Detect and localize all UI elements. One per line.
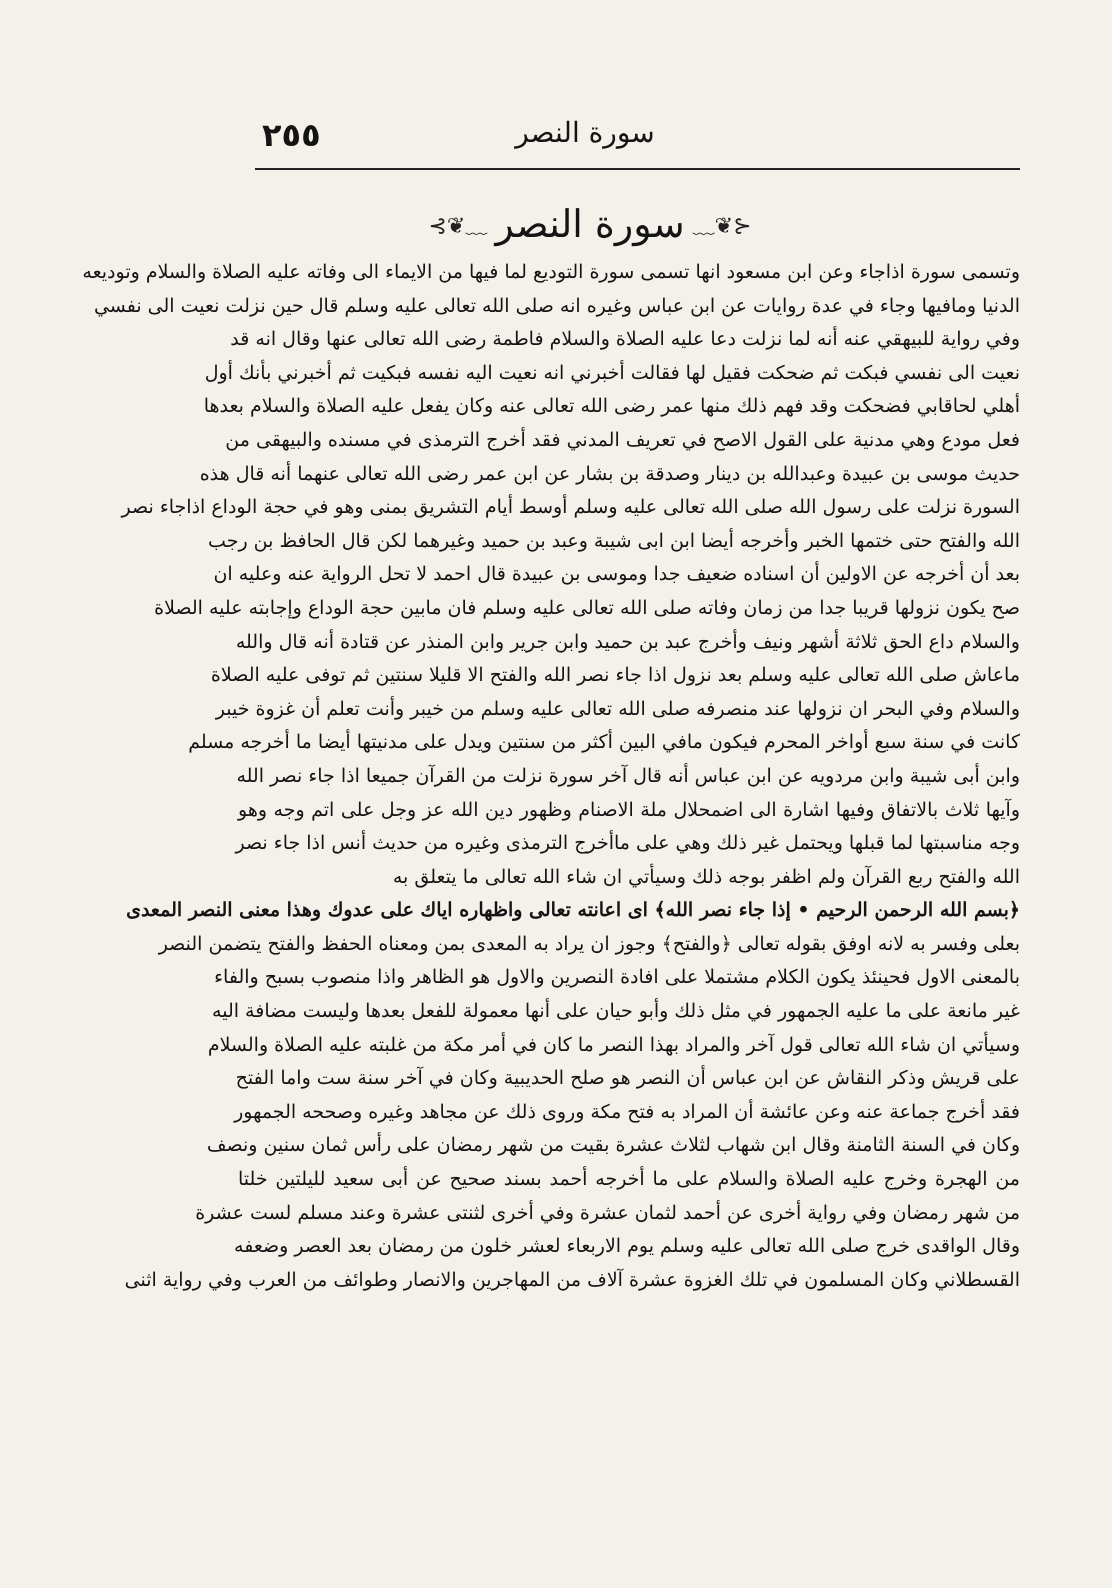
text-line: وفي رواية للبيهقي عنه أنه لما نزلت دعا عليه الصلاة والسلام فاطمة رضى الله تعالى عنها وقال انه قد bbox=[230, 328, 1020, 351]
text-line: بعد أن أخرجه عن الاولين أن اسناده ضعيف جدا وموسى بن عبيدة قال احمد لا تحل الرواية عنه وعليه ان bbox=[213, 563, 1020, 586]
text-line: القسطلاني وكان المسلمون في تلك الغزوة عشرة آلاف من المهاجرين والانصار وطوائف من العرب وفي رواية اثنى bbox=[124, 1268, 1020, 1291]
text-line: كانت في سنة سبع أواخر المحرم فيكون مافي البين أكثر من سنتين ويدل على مدنيتها أيضا ما أخرجه مسلم bbox=[188, 731, 1020, 754]
text-line: غير مانعة على ما عليه الجمهور في مثل ذلك وأبو حيان على أنها معمولة للفعل بعدها وليست مضافة اليه bbox=[212, 1000, 1020, 1023]
text-line: ماعاش صلى الله تعالى عليه وسلم بعد نزول اذا جاء نصر الله والفتح الا قليلا سنتين ثم توفى عليه الصلاة bbox=[210, 664, 1020, 687]
text-line: من شهر رمضان وفي رواية أخرى عن أحمد لثمان عشرة وفي أخرى لثنتى عشرة وعند مسلم لست عشرة bbox=[195, 1201, 1020, 1224]
body-text bbox=[82, 256, 1020, 1297]
text-line: من الهجرة وخرج عليه الصلاة والسلام على ما أخرجه أحمد بسند صحيح عن أبى سعيد لليلتين خلتا bbox=[238, 1168, 1020, 1191]
page-number: ٢٥٥ bbox=[262, 116, 321, 154]
text-line: وابن أبى شيبة وابن مردويه عن ابن عباس أنه قال آخر سورة نزلت من القرآن جميعا اذا جاء نصر الله bbox=[236, 764, 1020, 787]
text-line: بالمعنى الاول فحينئذ يكون الكلام مشتملا على افادة النصرين والاول هو الظاهر واذا منصوب بسبح والفاء bbox=[214, 966, 1020, 989]
ornament-right-icon: ﹏❦⊱ bbox=[692, 213, 752, 239]
text-line: الله والفتح ربع القرآن ولم اظفر بوجه ذلك وسيأتي ان شاء الله تعالى ما يتعلق به bbox=[392, 865, 1020, 888]
text-line: على قريش وذكر النقاش عن ابن عباس أن النصر هو صلح الحديبية وكان في آخر سنة ست واما الفتح bbox=[235, 1067, 1020, 1090]
text-line: صح يكون نزولها قريبا جدا من زمان وفاته صلى الله تعالى عليه وسلم فان مابين حجة الوداع وإجابته عليه الصلاة bbox=[154, 596, 1020, 619]
text-line: والسلام وفي البحر ان نزولها عند منصرفه صلى الله تعالى عليه وسلم من خيبر وأنت تعلم أن غزوة خيبر bbox=[215, 697, 1020, 720]
running-head bbox=[150, 116, 1020, 160]
text-line: فعل مودع وهي مدنية على القول الاصح في تعريف المدني فقد أخرج الترمذى في مسنده والبيهقى من bbox=[225, 428, 1020, 451]
ornament-left-icon: ⊰❦﹏ bbox=[428, 213, 488, 239]
text-line: وآيها ثلاث بالاتفاق وفيها اشارة الى اضمحلال ملة الاصنام وظهور دين الله عز وجل على اتم وجه وهو bbox=[238, 798, 1020, 821]
surah-title: سورة النصر bbox=[495, 202, 685, 246]
text-line: بعلى وفسر به لانه اوفق بقوله تعالى ﴿والفتح﴾ وجوز ان يراد به المعدى بمن ومعناه الحفظ والفتح يتضمن النصر bbox=[158, 932, 1020, 955]
text-line: حديث موسى بن عبيدة وعبدالله بن دينار وصدقة بن بشار عن ابن عمر رضى الله تعالى عنهما أنه قال هذه bbox=[199, 462, 1020, 485]
running-title: سورة النصر bbox=[515, 116, 655, 149]
text-line: نعيت الى نفسي فبكت ثم ضحكت فقيل لها فقالت أخبرني انه نعيت اليه نفسه فبكيت ثم أخبرني بأنك أول bbox=[204, 361, 1020, 384]
text-line: وكان في السنة الثامنة وقال ابن شهاب لثلاث عشرة بقيت من شهر رمضان على رأس ثمان سنين ونصف bbox=[206, 1134, 1020, 1157]
text-line: الله والفتح حتى ختمها الخبر وأخرجه أيضا ابن ابى شيبة وعبد بن حميد وغيرهما لكن قال الحافظ بن رجب bbox=[208, 529, 1020, 552]
text-line: أهلي لحاقابي فضحكت وقد فهم ذلك منها عمر رضى الله تعالى عنه وكان يفعل عليه الصلاة والسلام بعدها bbox=[203, 395, 1020, 418]
surah-heading bbox=[380, 196, 800, 252]
text-line: وتسمى سورة اذاجاء وعن ابن مسعود انها تسمى سورة التوديع لما فيها من الايماء الى وفاته عليه الصلاة والسلام وتوديعه bbox=[82, 261, 1020, 283]
text-line: الدنيا ومافيها وجاء في عدة روايات عن ابن عباس وغيره انه صلى الله تعالى عليه وسلم قال حين نزلت نعيت الى نفسي bbox=[93, 294, 1020, 317]
verse-line: ﴿بسم الله الرحمن الرحيم • إذا جاء نصر الله﴾ اى اعانته تعالى واظهاره اياك على عدوك وهذا معنى النصر المعدى bbox=[126, 899, 1020, 922]
text-line: والسلام داع الحق ثلاثة أشهر ونيف وأخرج عبد بن حميد وابن جرير وابن المنذر عن قتادة أنه قال والله bbox=[235, 630, 1020, 653]
header-rule bbox=[255, 168, 1020, 170]
text-line: وقال الواقدى خرج صلى الله تعالى عليه وسلم يوم الاربعاء لعشر خلون من رمضان بعد العصر وضعفه bbox=[234, 1235, 1020, 1258]
text-line: وسيأتي ان شاء الله تعالى قول آخر والمراد بهذا النصر ما كان في أمر مكة من غلبته عليه الصلاة والسلام bbox=[207, 1033, 1020, 1056]
text-line: وجه مناسبتها لما قبلها ويحتمل غير ذلك وهي على ماأخرج الترمذى وغيره من حديث أنس اذا جاء نصر bbox=[235, 832, 1020, 855]
text-line: فقد أخرج جماعة عنه وعن عائشة أن المراد به فتح مكة وروى ذلك عن مجاهد وغيره وصححه الجمهور bbox=[234, 1100, 1020, 1123]
text-line: السورة نزلت على رسول الله صلى الله تعالى عليه وسلم أوسط أيام التشريق بمنى وهو في حجة الوداع اذاجاء نصر bbox=[121, 496, 1020, 519]
